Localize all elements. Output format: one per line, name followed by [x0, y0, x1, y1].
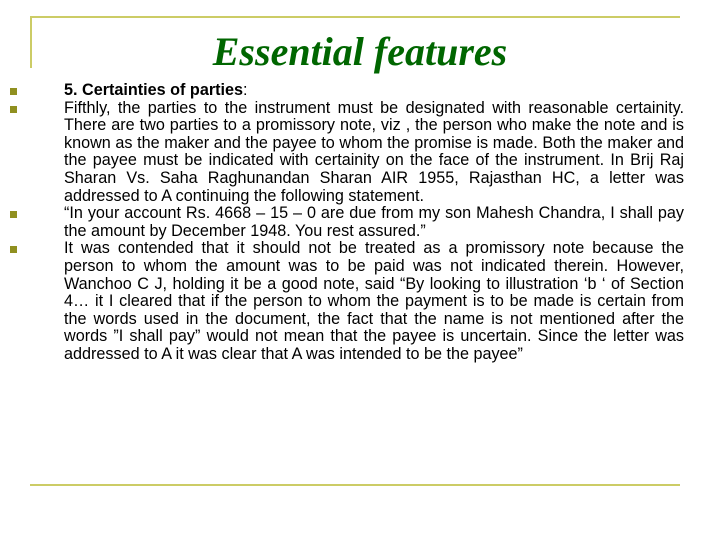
bullet-text: Fifthly, the parties to the instrument must be designated with reasonable certainity. There are two parties to a promissory note, viz , the person who make the note and is known as the maker and the payee to whom the promise is made. Both the maker and the payee must be indicated with certainity on the face of the instrument. In Brij Raj Sharan Vs. Saha Raghunandan Sharan AIR 1955, Rajasthan HC, a letter was addressed to A continuing the following statement. [64, 98, 684, 205]
bullet-item-heading [64, 82, 684, 100]
bullet-item [64, 100, 684, 206]
bullet-item [64, 205, 684, 240]
bullet-marker [10, 246, 17, 253]
bullet-item [64, 240, 684, 363]
bullet-marker [10, 106, 17, 113]
bottom-rule [30, 484, 680, 486]
bullet-marker [10, 211, 17, 218]
bullet-text: “In your account Rs. 4668 – 15 – 0 are due from my son Mahesh Chandra, I shall pay the amount by December 1948. You rest assured.” [64, 204, 684, 240]
bullet-marker [10, 88, 17, 95]
slide-content [64, 82, 684, 364]
section-heading: 5. Certainties of parties [64, 81, 244, 99]
top-rule [30, 16, 680, 18]
slide-title: Essential features [212, 29, 508, 74]
section-heading-colon: : [243, 81, 248, 99]
bullet-text: It was contended that it should not be treated as a promissory note because the person to whom the amount was to be paid was not indicated therein. However, Wanchoo C J, holding it be a good note, said “By looking to illustration ‘b ‘ of Section 4… it I cleared that if the person to whom the payment is to be made is certain from the words used in the document, the fact that the name is not mentioned after the words ”I shall pay” would not mean that the payee is uncertain. Since the letter was addressed to A it was clear that A was intended to be the payee” [64, 239, 684, 363]
